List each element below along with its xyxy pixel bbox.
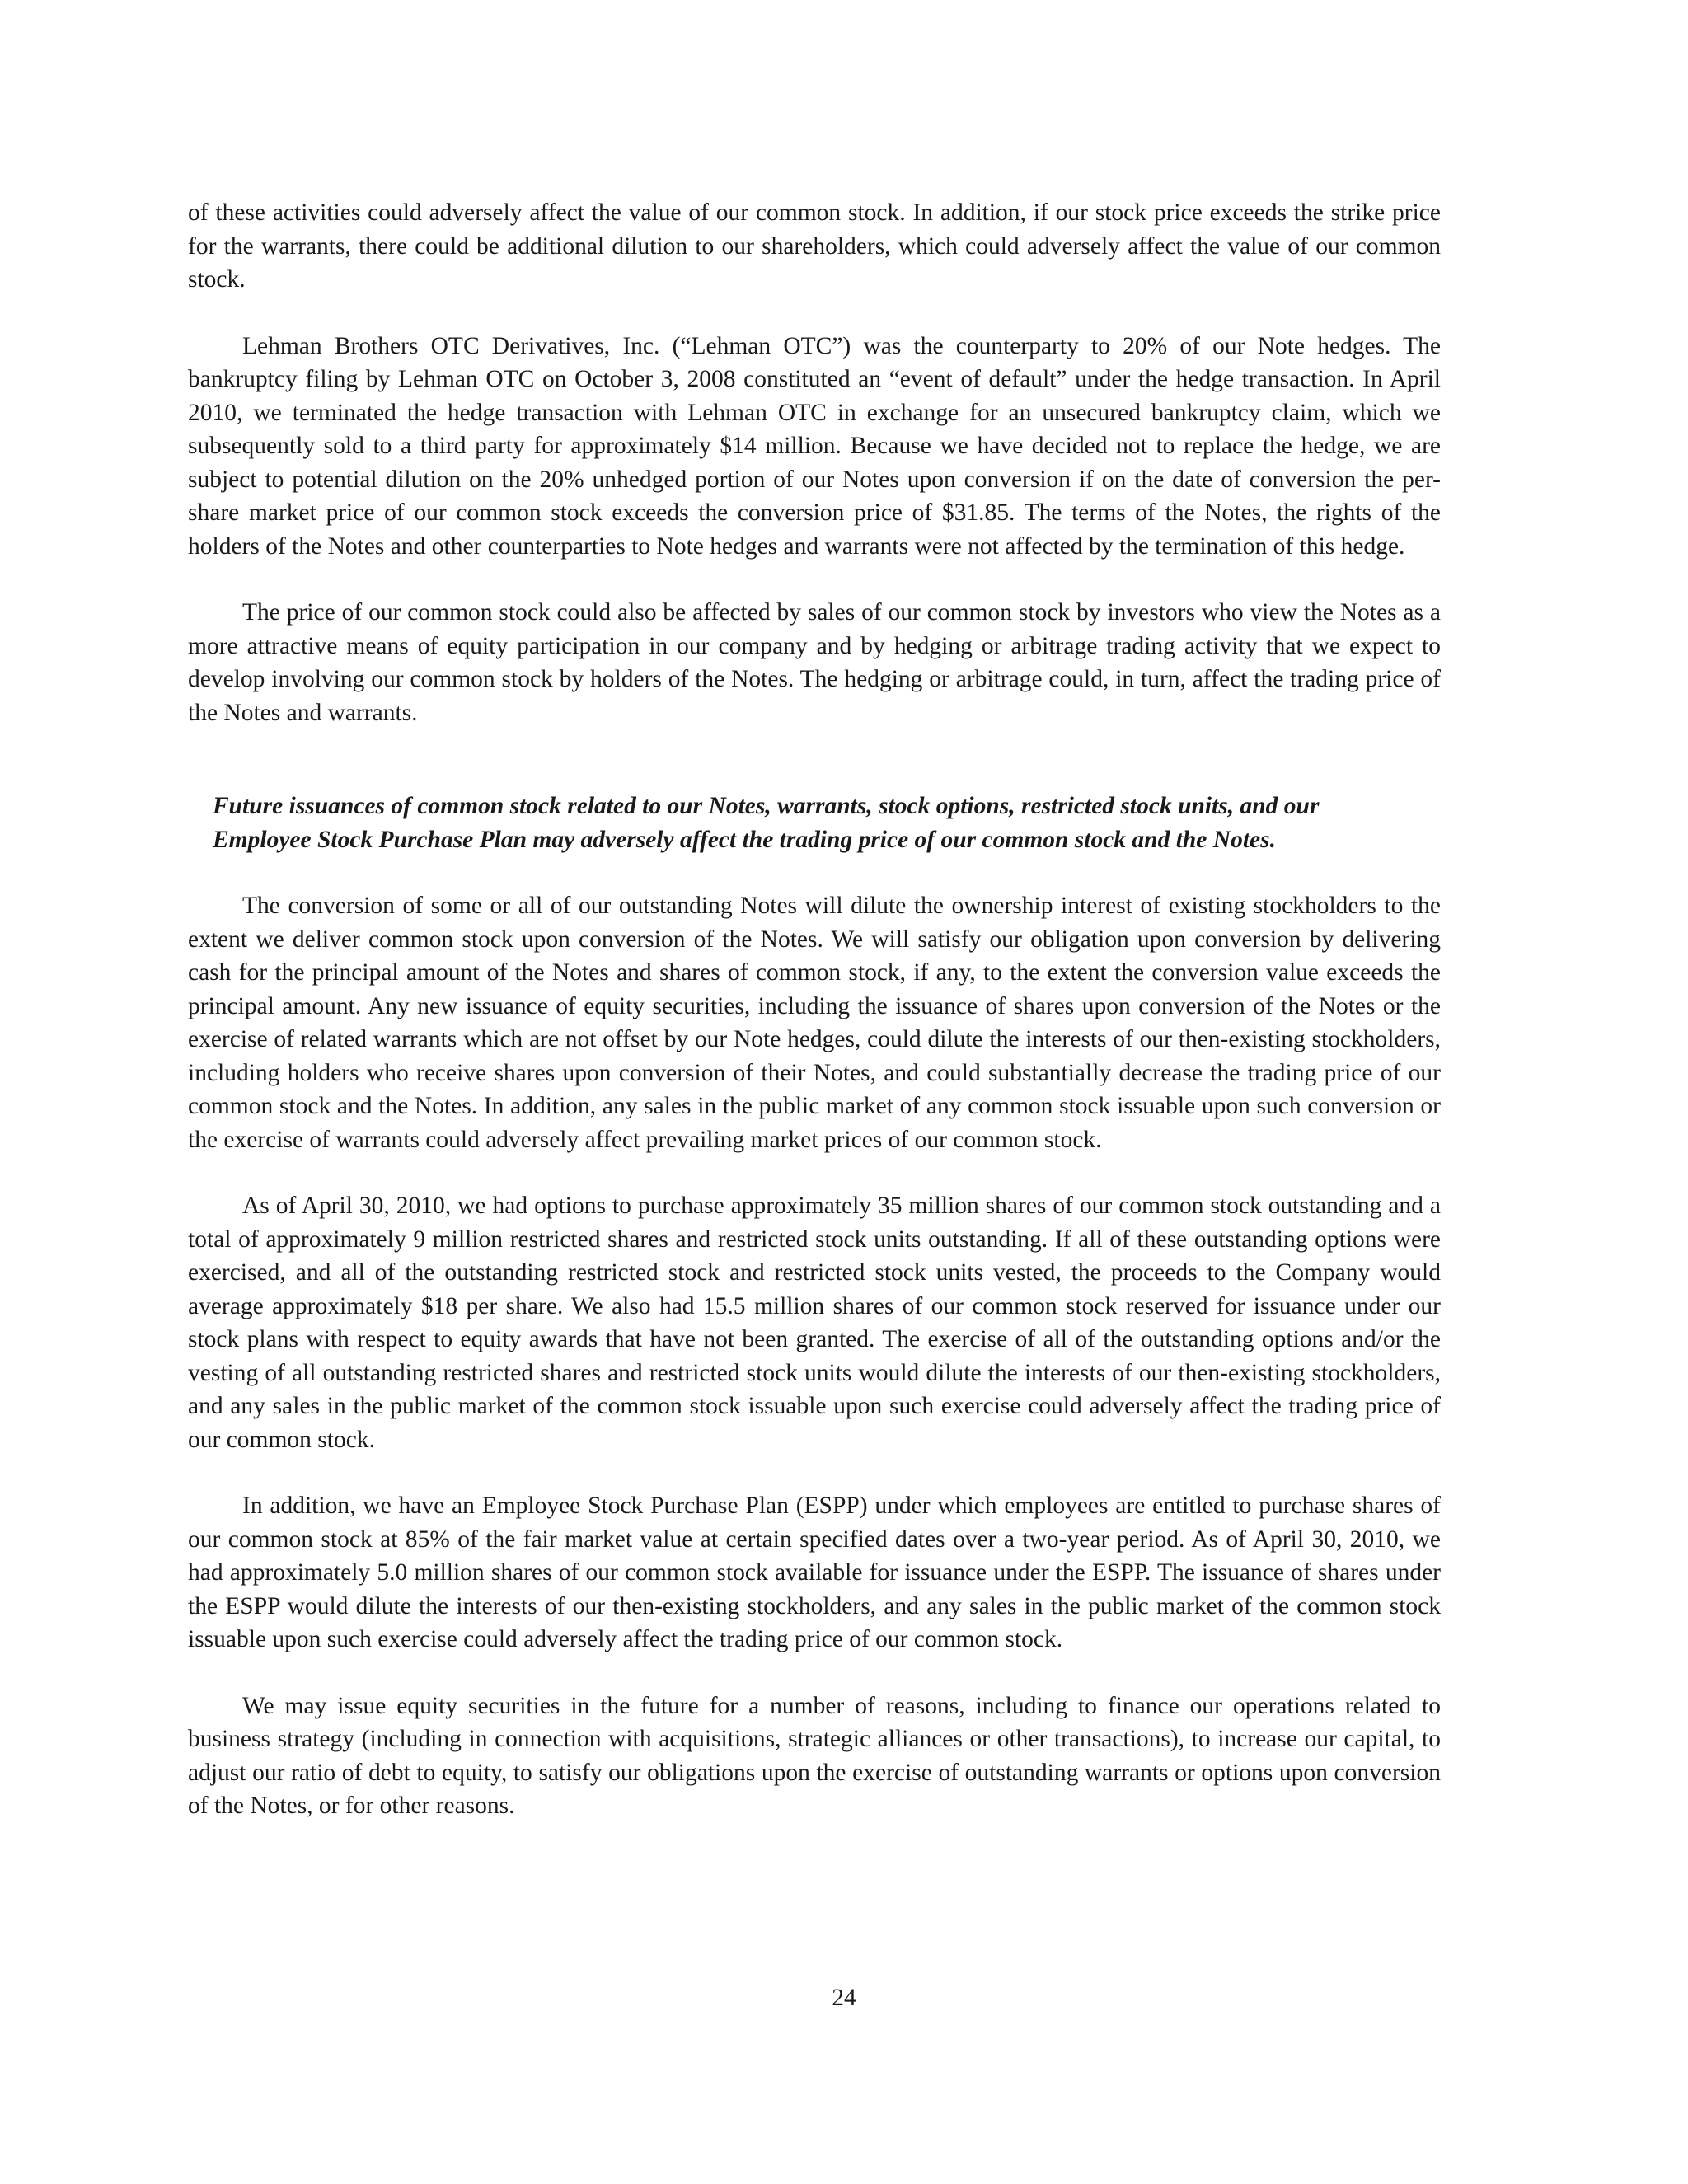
page-number: 24 bbox=[832, 1985, 856, 2011]
document-page bbox=[188, 196, 1441, 1823]
paragraph-options-outstanding: As of April 30, 2010, we had options to purchase approximately 35 million shares of our common stock outstanding and a total of approximately 9 million restricted shares and restricted stock units outstanding. If all of these outstanding options were exercised, and all of the outstanding restricted stock and restricted stock units vested, the proceeds to the Company would average approximately $18 per share. We also had 15.5 million shares of our common stock reserved for issuance under our stock plans with respect to equity awards that have not been granted. The exercise of all of the outstanding options and/or the vesting of all outstanding restricted shares and restricted stock units would dilute the interests of our then-existing stockholders, and any sales in the public market of the common stock issuable upon such exercise could adversely affect the trading price of our common stock. bbox=[188, 1193, 1441, 1453]
paragraph-notes-conversion: The conversion of some or all of our outstanding Notes will dilute the ownership interest of existing stockholders to the extent we deliver common stock upon conversion of the Notes. We will satisfy our obligation upon conversion by delivering cash for the principal amount of the Notes and shares of common stock, if any, to the extent the conversion value exceeds the principal amount. Any new issuance of equity securities, including the issuance of shares upon conversion of the Notes or the exercise of related warrants which are not offset by our Note hedges, could dilute the interests of our then-existing stockholders, including holders who receive shares upon conversion of their Notes, and could substantially decrease the trading price of our common stock and the Notes. In addition, any sales in the public market of any common stock issuable upon such conversion or the exercise of warrants could adversely affect prevailing market prices of our common stock. bbox=[188, 893, 1441, 1153]
paragraph-continued: of these activities could adversely affect the value of our common stock. In addition, if our stock price exceeds the strike price for the warrants, there could be additional dilution to our shareholders, which could adversely affect the value of our common stock. bbox=[188, 199, 1441, 293]
paragraph-stock-price-hedging: The price of our common stock could also be affected by sales of our common stock by investors who view the Notes as a more attractive means of equity participation in our company and by hedging or arbitrage trading activity that we expect to develop involving our common stock by holders of the Notes. The hedging or arbitrage could, in turn, affect the trading price of the Notes and warrants. bbox=[188, 599, 1441, 726]
paragraph-lehman-otc: Lehman Brothers OTC Derivatives, Inc. (“Lehman OTC”) was the counterparty to 20% of our Note hedges. The bankruptcy filing by Lehman OTC on October 3, 2008 constituted an “event of default” under the hedge transaction. In April 2010, we terminated the hedge transaction with Lehman OTC in exchange for an unsecured bankruptcy claim, which we subsequently sold to a third party for approximately $14 million. Because we have decided not to replace the hedge, we are subject to potential dilution on the 20% unhedged portion of our Notes upon conversion if on the date of conversion the per-share market price of our common stock exceeds the conversion price of $31.85. The terms of the Notes, the rights of the holders of the Notes and other counterparties to Note hedges and warrants were not affected by the termination of this hedge. bbox=[188, 332, 1441, 560]
paragraph-espp: In addition, we have an Employee Stock Purchase Plan (ESPP) under which employees are entitled to purchase shares of our common stock at 85% of the fair market value at certain specified dates over a two-year period. As of April 30, 2010, we had approximately 5.0 million shares of our common stock available for issuance under the ESPP. The issuance of shares under the ESPP would dilute the interests of our then-existing stockholders, and any sales in the public market of the common stock issuable upon such exercise could adversely affect the trading price of our common stock. bbox=[188, 1493, 1441, 1652]
section-heading: Future issuances of common stock related to our Notes, warrants, stock options, restricted stock units, and our Employee Stock Purchase Plan may adversely affect the trading price of our common stock and the Notes. bbox=[213, 793, 1320, 853]
paragraph-future-equity: We may issue equity securities in the future for a number of reasons, including to finance our operations related to business strategy (including in connection with acquisitions, strategic alliances or other transactions), to increase our capital, to adjust our ratio of debt to equity, to satisfy our obligations upon the exercise of outstanding warrants or options upon conversion of the Notes, or for other reasons. bbox=[188, 1692, 1441, 1819]
